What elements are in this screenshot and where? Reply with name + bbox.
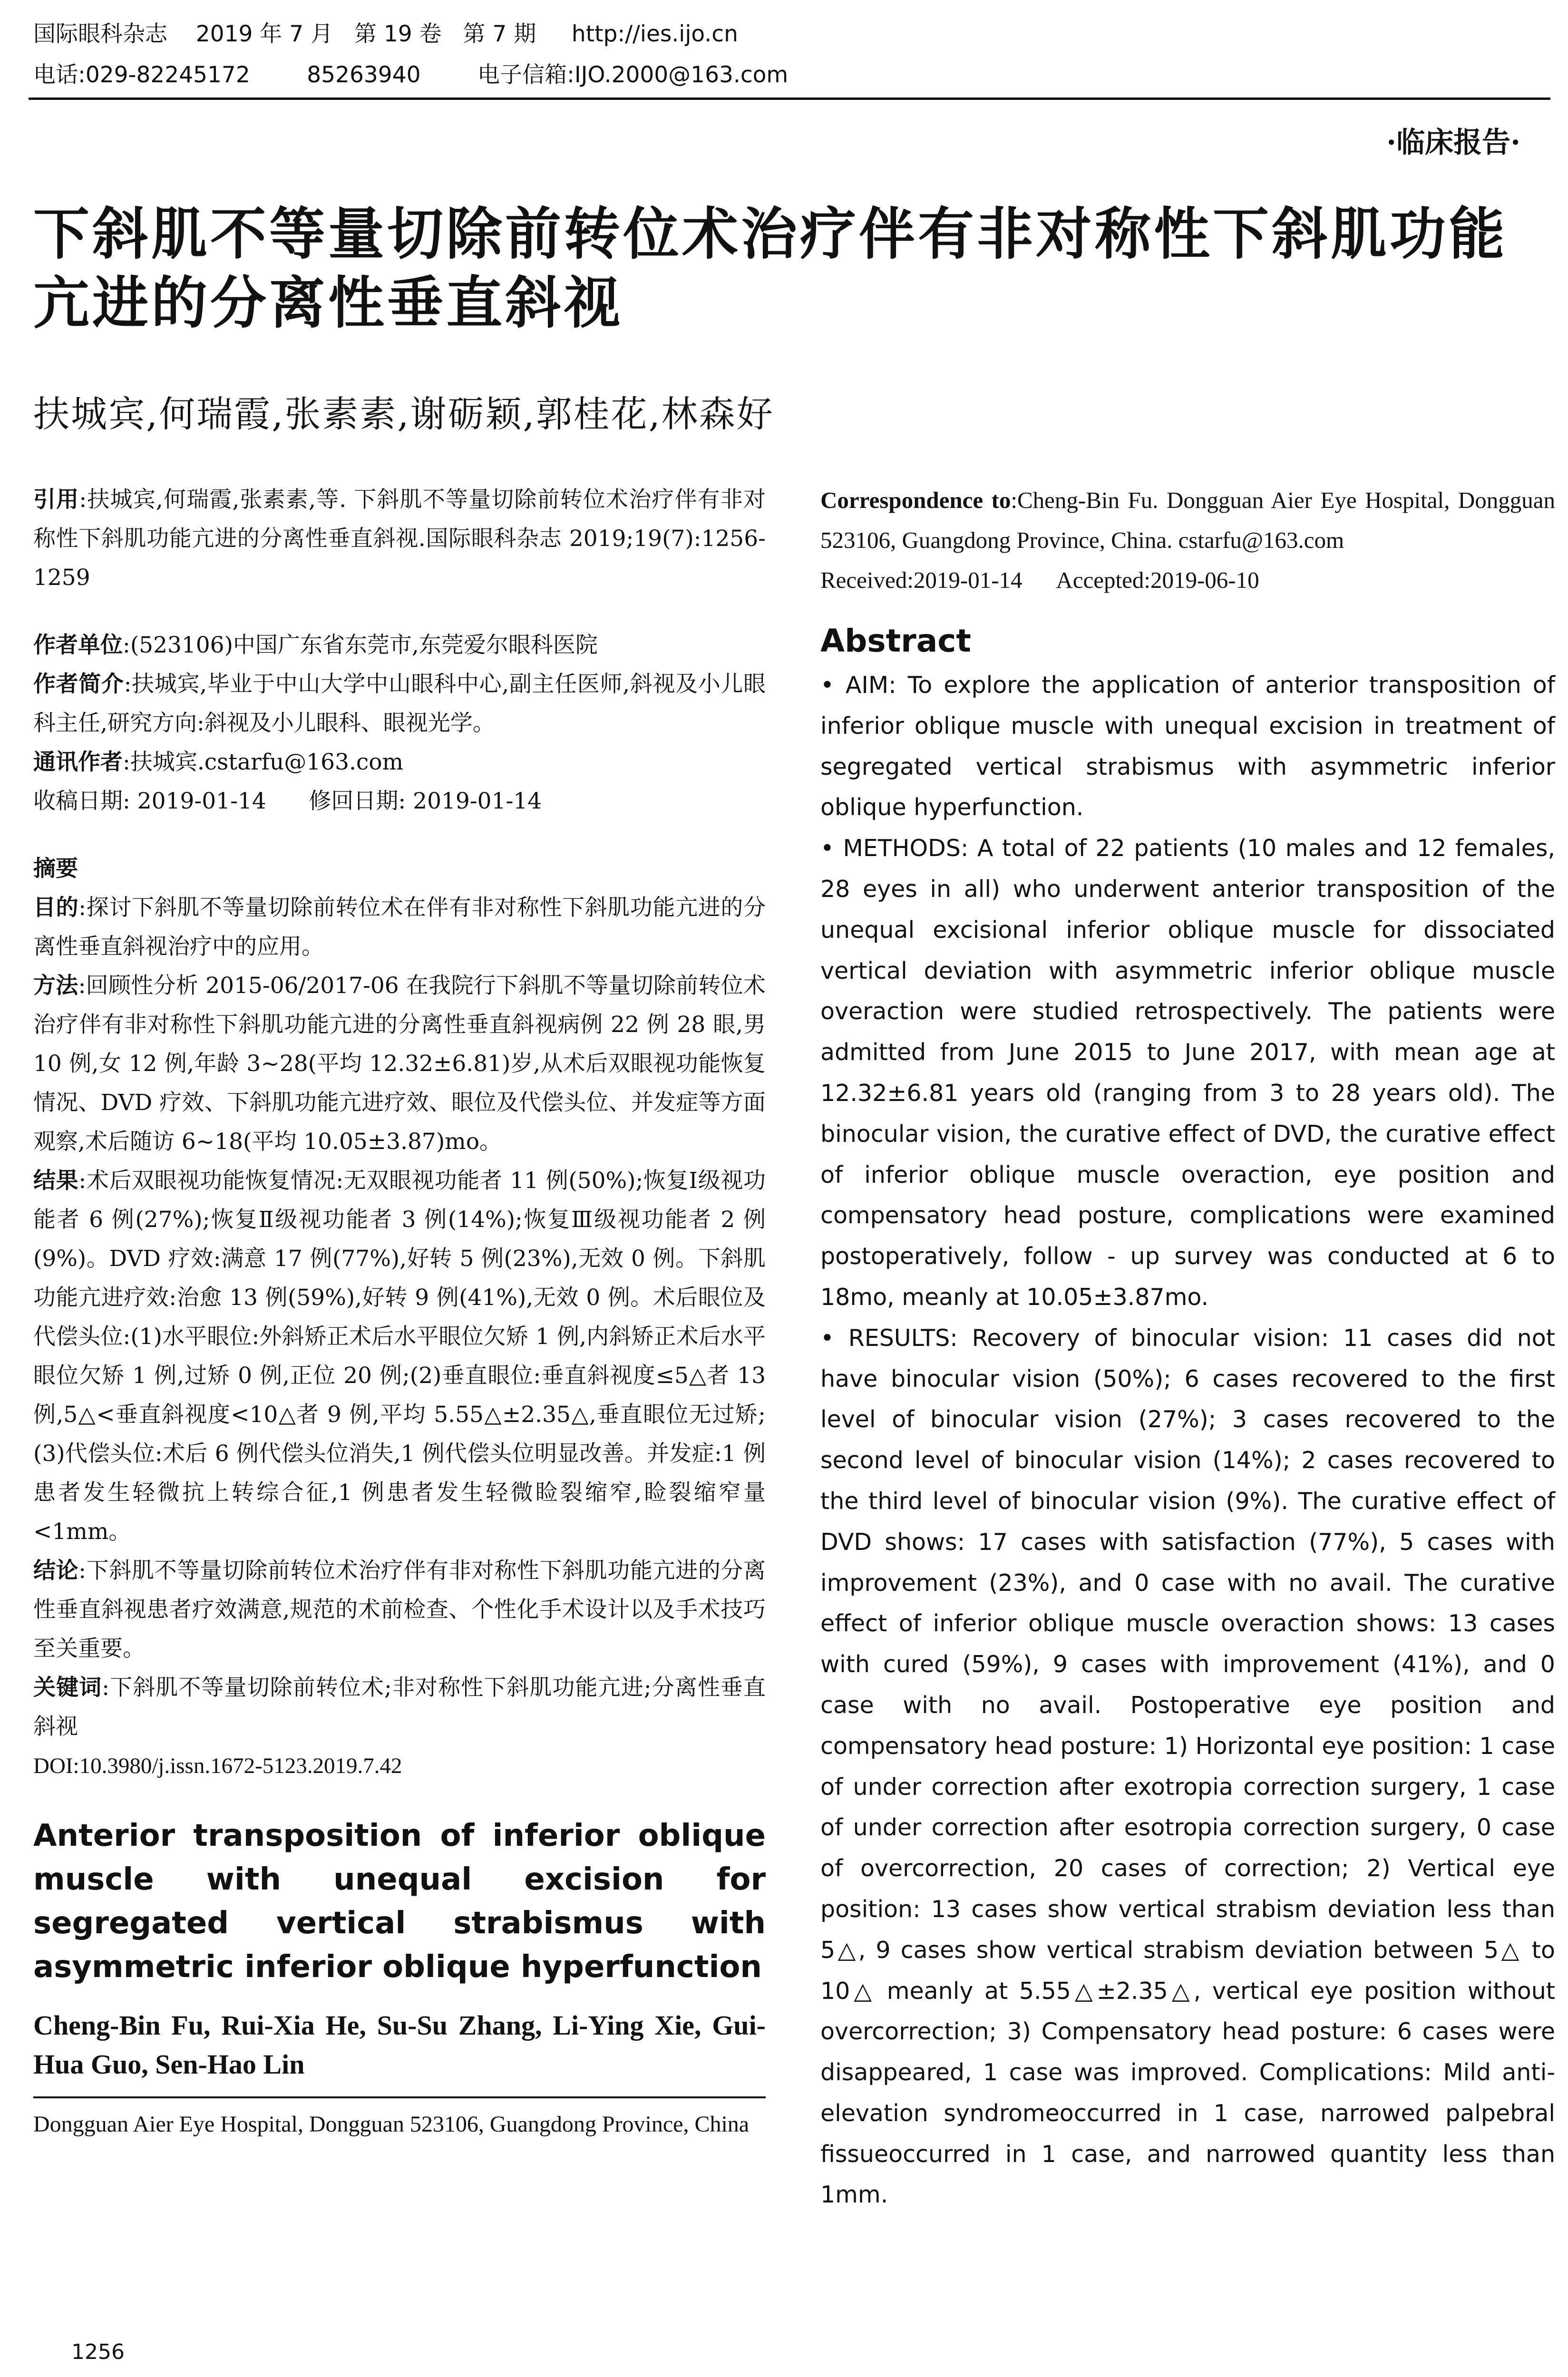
- author-affiliation: [33, 626, 766, 665]
- header-rule: [29, 97, 1550, 100]
- correspondence: [820, 480, 1555, 560]
- aim-text-en: : To explore the application of anterior transposition of inferior oblique muscle with unequal excision in treatment of segregated vertical strabismus with asymmetric inferior oblique hyperfunction.: [820, 672, 1555, 821]
- right-column: [820, 480, 1555, 2215]
- aim-label-cn: 目的: [33, 895, 79, 921]
- page-number: 1256: [71, 2340, 125, 2364]
- article-authors: 扶城宾,何瑞霞,张素素,谢砺颖,郭桂花,林森好: [33, 393, 774, 435]
- results-label-en: • RESULTS: [820, 1324, 950, 1352]
- abstract-heading-en: Abstract: [820, 623, 971, 659]
- keywords-cn: [33, 1668, 766, 1746]
- left-column: [33, 480, 766, 2141]
- correspondence-text: :Cheng-Bin Fu. Dongguan Aier Eye Hospital, Dongguan 523106, Guangdong Province, China. cstarfu@163.com: [820, 487, 1555, 553]
- bio-label: 作者简介: [33, 671, 124, 697]
- journal-header-line2: 电话:029-82245172 85263940 电子信箱:IJO.2000@163.com: [33, 62, 789, 88]
- methods-text-cn: :回顾性分析 2015-06/2017-06 在我院行下斜肌不等量切除前转位术治疗伴有非对称性下斜肌功能亢进的分离性垂直斜视病例 22 例 28 眼,男 10 例,女 12 例,年龄 3~28(平均 12.32±6.81)岁,从术后双眼视功能恢复情况、DVD 疗效、下斜肌功能亢进疗效、眼位及代偿头位、并发症等方面观察,术后随访 6~18(平均 10.05±3.87)mo。: [33, 973, 766, 1155]
- results-label-cn: 结果: [33, 1168, 79, 1194]
- bio-text: :扶城宾,毕业于中山大学中山眼科中心,副主任医师,斜视及小儿眼科主任,研究方向:斜视及小儿眼科、眼视光学。: [33, 671, 766, 736]
- aim-label-en: • AIM: [820, 672, 889, 699]
- keywords-text-cn: :下斜肌不等量切除前转位术;非对称性下斜肌功能亢进;分离性垂直斜视: [33, 1675, 766, 1740]
- keywords-label-cn: 关键词: [33, 1675, 102, 1701]
- results-text-cn: :术后双眼视功能恢复情况:无双眼视功能者 11 例(50%);恢复Ⅰ级视功能者 6 例(27%);恢复Ⅱ级视功能者 3 例(14%);恢复Ⅲ级视功能者 2 例(9%)。DVD 疗效:满意 17 例(77%),好转 5 例(23%),无效 0 例。下斜肌功能亢进疗效:治愈 13 例(59%),好转 9 例(41%),无效 0 例。术后眼位及代偿头位:(1)水平眼位:外斜矫正术后水平眼位欠矫 1 例,内斜矫正术后水平眼位欠矫 1 例,过矫 0 例,正位 20 例;(2)垂直眼位:垂直斜视度≤5△者 13 例,5△<垂直斜视度<10△者 9 例,平均 5.55△±2.35△,垂直眼位无过矫;(3)代偿头位:术后 6 例代偿头位消失,1 例代偿头位明显改善。并发症:1 例患者发生轻微抗上转综合征,1 例患者发生轻微睑裂缩窄,睑裂缩窄量<1mm。: [33, 1168, 766, 1545]
- methods-en: [820, 828, 1555, 1318]
- english-authors: Cheng-Bin Fu, Rui-Xia He, Su-Su Zhang, Li-Ying Xie, Gui-Hua Guo, Sen-Hao Lin: [33, 2010, 766, 2080]
- methods-cn: [33, 966, 766, 1161]
- affiliation-text: :(523106)中国广东省东莞市,东莞爱尔眼科医院: [123, 632, 598, 658]
- corresponding-author: [33, 743, 766, 782]
- conclusion-cn: [33, 1551, 766, 1668]
- methods-label-en: • METHODS: [820, 835, 961, 862]
- results-cn: [33, 1161, 766, 1551]
- correspondence-label: Correspondence to: [820, 487, 1011, 513]
- methods-label-cn: 方法: [33, 973, 78, 999]
- doi: DOI:10.3980/j.issn.1672-5123.2019.7.42: [33, 1754, 402, 1778]
- aim-text-cn: :探讨下斜肌不等量切除前转位术在伴有非对称性下斜肌功能亢进的分离性垂直斜视治疗中的应用。: [33, 895, 766, 960]
- corr-text: :扶城宾.cstarfu@163.com: [123, 749, 404, 775]
- citation-text: :扶城宾,何瑞霞,张素素,等. 下斜肌不等量切除前转位术治疗伴有非对称性下斜肌功能亢进的分离性垂直斜视.国际眼科杂志 2019;19(7):1256-1259: [33, 487, 766, 591]
- author-bio: [33, 665, 766, 743]
- methods-text-en: : A total of 22 patients (10 males and 12 females, 28 eyes in all) who underwent anterior transposition of the unequal excisional inferior oblique muscle for dissociated vertical deviation with asymmetric inferior oblique muscle overaction were studied retrospectively. The patients were admitted from June 2015 to June 2017, with mean age at 12.32±6.81 years old (ranging from 3 to 28 years old). The binocular vision, the curative effect of DVD, the curative effect of inferior oblique muscle overaction, eye position and compensatory head posture, complications were examined postoperatively, follow - up survey was conducted at 6 to 18mo, meanly at 10.05±3.87mo.: [820, 835, 1555, 1311]
- conclusion-text-cn: :下斜肌不等量切除前转位术治疗伴有非对称性下斜肌功能亢进的分离性垂直斜视患者疗效满意,规范的术前检查、个性化手术设计以及手术技巧至关重要。: [33, 1558, 766, 1662]
- dates: 收稿日期: 2019-01-14 修回日期: 2019-01-14: [33, 788, 542, 814]
- corr-label: 通讯作者: [33, 749, 123, 775]
- aim-en: [820, 665, 1555, 828]
- affiliation-label: 作者单位: [33, 632, 123, 658]
- section-label: ·临床报告·: [1386, 126, 1520, 159]
- article-title: 下斜肌不等量切除前转位术治疗伴有非对称性下斜肌功能亢进的分离性垂直斜视: [33, 201, 1508, 336]
- results-en: [820, 1318, 1555, 2216]
- affiliation-rule: [33, 2096, 766, 2098]
- results-text-en: : Recovery of binocular vision: 11 cases did not have binocular vision (50%); 6 cases recovered to the first level of binocular vision (27%); 3 cases recovered to the second level of binocular vision (14%); 2 cases recovered to the third level of binocular vision (9%). The curative effect of DVD shows: 17 cases with satisfaction (77%), 5 cases with improvement (23%), and 0 case with no avail. The curative effect of inferior oblique muscle overaction shows: 13 cases with cured (59%), 9 cases with improvement (41%), and 0 case with no avail. Postoperative eye position and compensatory head posture: 1) Horizontal eye position: 1 case of under correction after exotropia correction surgery, 1 case of under correction after esotropia correction surgery, 0 case of overcorrection, 20 cases of correction; 2) Vertical eye position: 13 cases show vertical strabism deviation less than 5△, 9 cases show vertical strabism deviation between 5△ to 10△ meanly at 5.55△±2.35△, vertical eye position without overcorrection; 3) Compensatory head posture: 6 cases were disappeared, 1 case was improved. Complications: Mild anti-elevation syndromeoccurred in 1 case, narrowed palpebral fissueoccurred in 1 case, and narrowed quantity less than 1mm.: [820, 1324, 1555, 2209]
- received-accepted: Received:2019-01-14 Accepted:2019-06-10: [820, 567, 1259, 593]
- conclusion-label-cn: 结论: [33, 1558, 79, 1584]
- citation-label: 引用: [33, 487, 79, 513]
- journal-header-line1: 国际眼科杂志 2019 年 7 月 第 19 卷 第 7 期 http://ies.ijo.cn: [33, 21, 738, 47]
- citation: [33, 480, 766, 597]
- english-title: Anterior transposition of inferior oblique muscle with unequal excision for segregated vertical strabismus with asymmetric inferior oblique hyperfunction: [33, 1818, 766, 1985]
- aim-cn: [33, 888, 766, 966]
- abstract-heading-cn: 摘要: [33, 856, 78, 882]
- english-affiliation: Dongguan Aier Eye Hospital, Dongguan 523106, Guangdong Province, China: [33, 2112, 750, 2137]
